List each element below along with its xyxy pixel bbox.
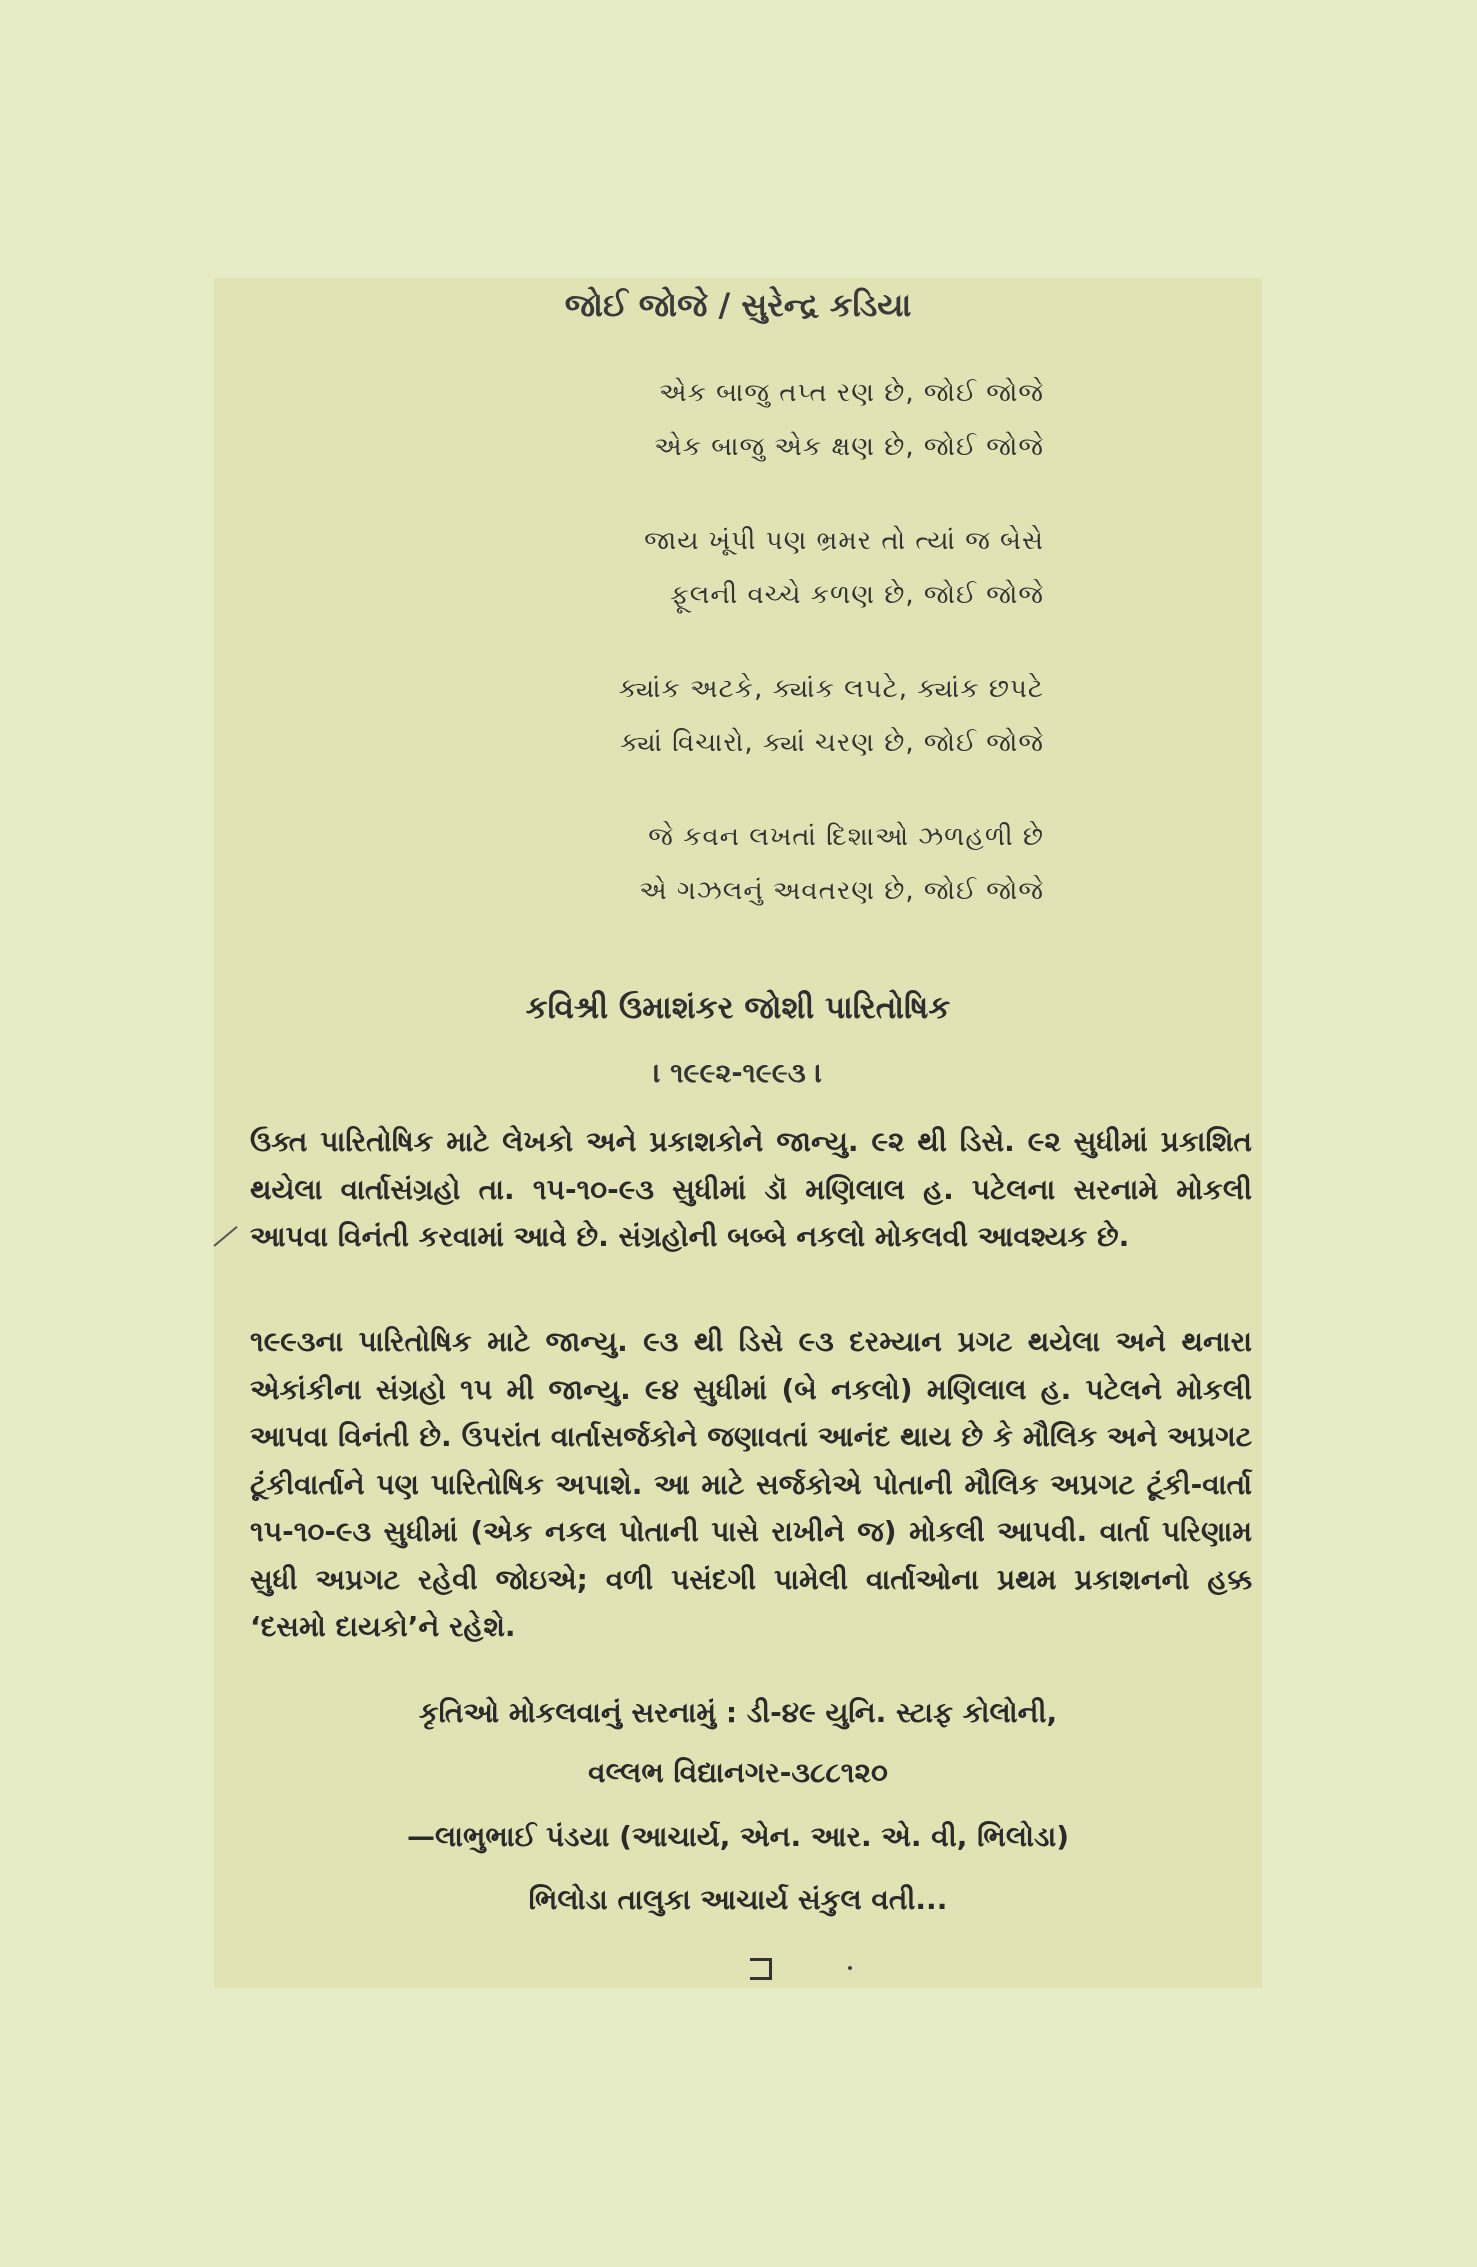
address-line-1: કૃતિઓ મોકલવાનું સરનામું : ડી-૪૯ યુનિ. સ્ટાફ કોલોની, (418, 1696, 1058, 1729)
poem-verse: ક્યાંક અટકે, ક્યાંક લપટે, ક્યાંક છપટે (618, 674, 1044, 704)
poem-body (484, 366, 1044, 958)
prize-title: કવિશ્રી ઉમાશંકર જોશી પારિતોષિક (525, 990, 951, 1026)
announcement-paragraph-2: ૧૯૯૩ના પારિતોષિક માટે જાન્યુ. ૯૩ થી ડિસે ૯૩ દરમ્યાન પ્રગટ થયેલા અને થનારા એકાંકીના સંગ્રહો ૧૫ મી જાન્યુ. ૯૪ સુધીમાં (બે નકલો) મણિલાલ હ. પટેલને મોકલી આપવા વિનંતી છે. ઉપરાંત વાર્તાસર્જકોને જણાવતાં આનંદ થાય છે કે મૌલિક અને અપ્રગટ ટૂંકીવાર્તાને પણ પારિતોષિક અપાશે. આ માટે સર્જકોએ પોતાની મૌલિક અપ્રગટ ટૂંકી-વાર્તા ૧૫-૧૦-૯૩ સુધીમાં (એક નકલ પોતાની પાસે રાખીને જ) મોકલી આપવી. વાર્તા પરિણામ સુધી અપ્રગટ રહેવી જોઇએ; વળી પસંદગી પામેલી વાર્તાઓના પ્રથમ પ્રકાશનનો હક્ક ‘દસમો દાયકો’ને રહેશે. (250, 1325, 1252, 1643)
page-corner-mark-icon (750, 1958, 772, 1980)
signature-line-1: —લાભુભાઈ પંડયા (આચાર્ય, એન. આર. એ. વી, ભિલોડા) (406, 1820, 1070, 1853)
poem-verse: ક્યાં વિચારો, ક્યાં ચરણ છે, જોઈ જોજે (619, 728, 1044, 758)
announcement-paragraph-1: ઉક્ત પારિતોષિક માટે લેખકો અને પ્રકાશકોને જાન્યુ. ૯૨ થી ડિસે. ૯૨ સુધીમાં પ્રકાશિત થયેલા વાર્તાસંગ્રહો તા. ૧૫-૧૦-૯૩ સુધીમાં ડૉ મણિલાલ હ. પટેલના સરનામે મોકલી આપવા વિનંતી કરવામાં આવે છે. સંગ્રહોની બબ્બે નકલો મોકલવી આવશ્યક છે. (250, 1125, 1252, 1253)
address-line-2: વલ્લભ વિદ્યાનગર-૩૮૮૧૨૦ (588, 1756, 888, 1789)
poem-verse: એક બાજુ તપ્ત રણ છે, જોઈ જોજે (659, 378, 1044, 408)
poem-verse: જાય ખૂંપી પણ ભ્રમર તો ત્યાં જ બેસે (644, 526, 1044, 556)
poem-verse: જે કવન લખતાં દિશાઓ ઝળહળી છે (648, 822, 1044, 852)
prize-years: । ૧૯૯૨-૧૯૯૩ । (653, 1058, 823, 1089)
poem-verse: ફૂલની વચ્ચે કળણ છે, જોઈ જોજે (670, 580, 1044, 610)
poem-stanza (484, 662, 1044, 770)
page-dot-icon (848, 1966, 852, 1970)
poem-stanza (484, 366, 1044, 474)
poem-verse: એક બાજુ એક ક્ષણ છે, જોઈ જોજે (654, 432, 1044, 462)
poem-stanza (484, 514, 1044, 622)
poem-verse: એ ગઝલનું અવતરણ છે, જોઈ જોજે (639, 876, 1044, 906)
poem-title: જોઈ જોજે / સુરેન્દ્ર કડિયા (564, 286, 912, 324)
poem-stanza (484, 810, 1044, 918)
document-page (214, 278, 1262, 1988)
signature-line-2: ભિલોડા તાલુકા આચાર્ય સંકુલ વતી... (528, 1883, 948, 1916)
